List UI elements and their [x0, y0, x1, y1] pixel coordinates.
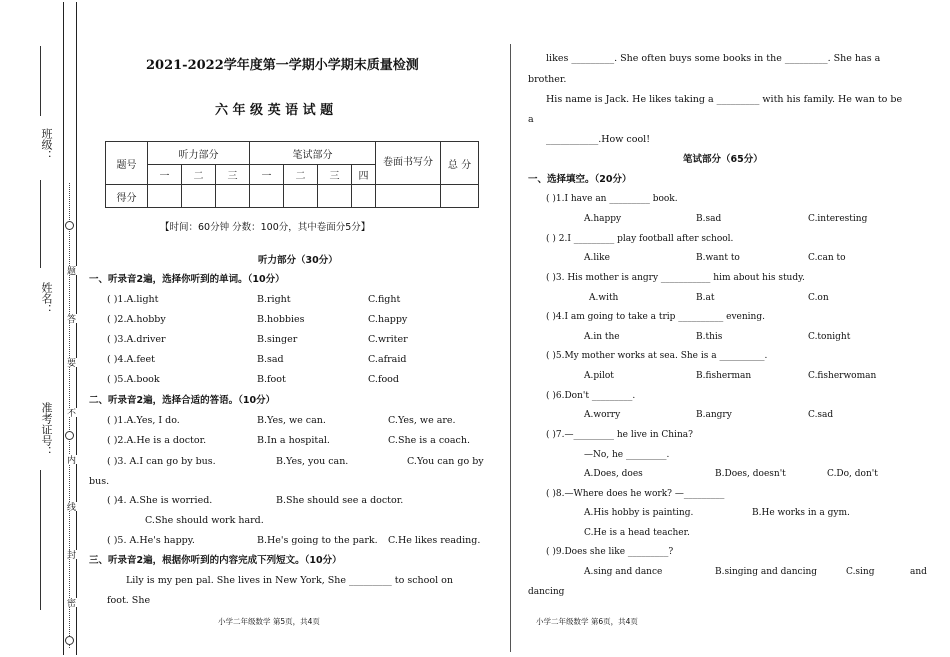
- passage-line: a: [528, 114, 534, 125]
- class-label: 班级：: [40, 128, 53, 161]
- page-footer: 小学二年级数学 第6页，共4页: [536, 617, 638, 626]
- listening-section3-title: 三、听录音2遍，根据你听到的内容完成下列短文。（10分）: [89, 555, 342, 566]
- time-info: 【时间：60分钟 分数：100分，其中卷面分5分】: [160, 222, 371, 233]
- question: ( )8.—Where does he work? —_________: [546, 489, 725, 499]
- listening-section1-title: 一、听录音2遍，选择你听到的单词。（10分）: [89, 274, 285, 285]
- seal-char: 线: [65, 502, 75, 511]
- table-col-written: 四: [352, 165, 376, 185]
- table-header-written: 笔试部分: [250, 142, 376, 165]
- question: ( ) 2.I _________ play football after school.: [546, 234, 734, 244]
- score-cell[interactable]: [250, 185, 284, 208]
- page-footer: 小学二年级数学 第5页，共4页: [218, 617, 320, 626]
- table-col-written: 一: [250, 165, 284, 185]
- seal-char: 要: [65, 358, 75, 367]
- passage-line: likes _________. She often buys some books in the _________. She has a: [546, 53, 881, 64]
- page-divider: [510, 44, 511, 652]
- seal-circle-middle: [65, 431, 74, 440]
- score-cell[interactable]: [352, 185, 376, 208]
- exam-number-field-line: [40, 470, 41, 610]
- passage-line: ___________.How cool!: [546, 134, 651, 145]
- options-row: C.He is a head teacher.: [584, 528, 690, 538]
- table-header-qnum: 题号: [106, 142, 148, 185]
- question: ( )1.I have an _________ book.: [546, 194, 678, 204]
- exam-number-label: 准考证号：: [40, 402, 53, 457]
- table-col-listening: 二: [182, 165, 216, 185]
- question: ( )5.My mother works at sea. She is a __________.: [546, 351, 768, 361]
- written-heading: 笔试部分（65分）: [683, 154, 763, 165]
- question: ( )9.Does she like _________?: [546, 547, 674, 557]
- exam-subtitle: 六 年 级 英 语 试 题: [215, 103, 334, 118]
- seal-char: 答: [65, 314, 75, 323]
- score-table: [105, 141, 479, 208]
- list-item-continued: bus.: [89, 476, 110, 487]
- question-subline: —No, he _________.: [584, 450, 670, 460]
- seal-char: 内: [65, 455, 75, 464]
- table-col-listening: 一: [148, 165, 182, 185]
- seal-circle-bottom: [65, 636, 74, 645]
- exam-title: 2021-2022学年度第一学期小学期末质量检测: [146, 58, 419, 73]
- class-field-line: [40, 46, 41, 116]
- question: ( )6.Don't _________.: [546, 391, 636, 401]
- seal-char: 封: [65, 550, 75, 559]
- score-cell[interactable]: [284, 185, 318, 208]
- written-section1-title: 一、选择填空。（20分）: [528, 174, 632, 185]
- seal-char: 不: [65, 408, 75, 417]
- table-header-listening: 听力部分: [148, 142, 250, 165]
- table-col-listening: 三: [216, 165, 250, 185]
- passage-line: brother.: [528, 74, 567, 85]
- passage-line: foot. She: [107, 595, 151, 606]
- score-cell[interactable]: [376, 185, 441, 208]
- table-col-written: 二: [284, 165, 318, 185]
- options-row-continued: dancing: [528, 587, 565, 597]
- score-cell[interactable]: [441, 185, 479, 208]
- listening-section2-title: 二、听录音2遍，选择合适的答语。（10分）: [89, 395, 276, 406]
- table-header-neatness: 卷面书写分: [376, 142, 441, 185]
- name-label: 姓名：: [40, 282, 53, 315]
- table-col-written: 三: [318, 165, 352, 185]
- question: ( )7.—_________ he live in China?: [546, 430, 693, 440]
- question: ( )3. His mother is angry ___________ him about his study.: [546, 273, 805, 283]
- score-cell[interactable]: [182, 185, 216, 208]
- score-cell[interactable]: [216, 185, 250, 208]
- table-header-total: 总 分: [441, 142, 479, 185]
- question: ( )4.I am going to take a trip __________ evening.: [546, 312, 765, 322]
- score-cell[interactable]: [148, 185, 182, 208]
- list-item-continued: C.She should work hard.: [145, 515, 264, 526]
- seal-char: 题: [65, 266, 75, 275]
- passage-line: Lily is my pen pal. She lives in New York, She _________ to school on: [126, 575, 454, 586]
- score-cell[interactable]: [318, 185, 352, 208]
- passage-line: His name is Jack. He likes taking a _________ with his family. He wan to be: [546, 94, 903, 105]
- seal-circle-top: [65, 221, 74, 230]
- name-field-line: [40, 180, 41, 268]
- table-score-label: 得分: [106, 185, 148, 208]
- listening-heading: 听力部分（30分）: [258, 255, 338, 266]
- seal-char: 密: [65, 598, 75, 607]
